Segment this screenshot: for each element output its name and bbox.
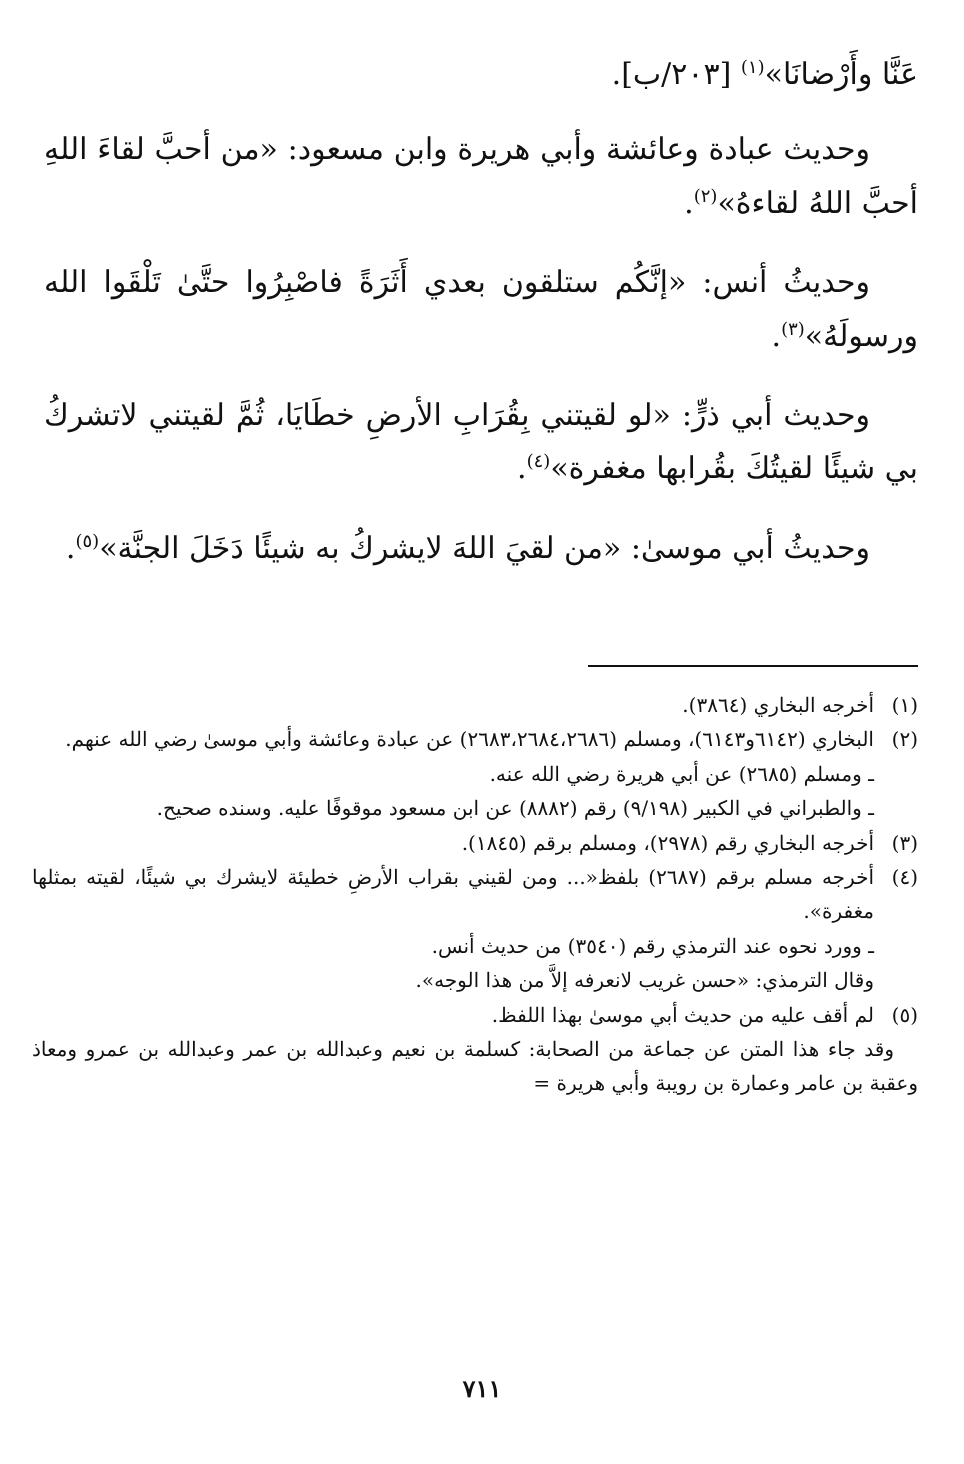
- footnote-line: ـ والطبراني في الكبير (٩/١٩٨) رقم (٨٨٨٢) عن ابن مسعود موقوفًا عليه. وسنده صحيح.: [156, 796, 874, 821]
- paragraph-text: وحديثُ أنس: «إنَّكُم ستلقون بعدي أَثَرَةً فاصْبِرُوا حتَّىٰ تَلْقَوا الله ورسولَهُ»: [44, 265, 918, 354]
- footnote-line: أخرجه البخاري رقم (٢٩٧٨)، ومسلم برقم (١٨٤٥).: [461, 830, 874, 855]
- footnote-body: [32, 722, 874, 825]
- footnote-2: [32, 722, 918, 825]
- footnote-line: ـ وورد نحوه عند الترمذي رقم (٣٥٤٠) من حديث أنس.: [431, 933, 874, 958]
- footnote-body: [32, 826, 874, 860]
- paragraph-end: .: [517, 451, 527, 487]
- paragraph-3: [44, 256, 918, 363]
- footnote-4: [32, 860, 918, 998]
- footnote-ref: (١): [740, 57, 765, 78]
- footnote-body: [32, 688, 874, 722]
- paragraph-text: وحديثُ أبي موسىٰ: «من لقيَ اللهَ لايشركُ به شيئًا دَخَلَ الجنَّة»: [99, 530, 870, 566]
- footnote-ref: (٢): [693, 185, 718, 207]
- footnote-body: [32, 998, 874, 1032]
- footnote-1: [32, 688, 918, 722]
- footnote-line: البخاري (٦١٤٢و٦١٤٣)، ومسلم (٢٦٨٣،٢٦٨٤،٢٦٨٦) عن عبادة وعائشة وأبي موسىٰ رضي الله عنهم.: [65, 727, 874, 752]
- footnote-number: (٥): [891, 1002, 918, 1027]
- footnote-number: (٣): [891, 830, 918, 855]
- footnotes: [32, 688, 918, 1101]
- page-number: ٧١١: [462, 1374, 502, 1403]
- paragraph-5: [44, 522, 918, 575]
- paragraph-text: وحديث أبي ذرٍّ: «لو لقيتني بِقُرَابِ الأرضِ خطَايَا، ثُمَّ لقيتني لاتشركُ بي شيئًا لقيتُكَ بقُرابها مغفرة»: [44, 397, 918, 487]
- paragraph-4: [44, 389, 918, 496]
- paragraph-end: .: [771, 318, 782, 354]
- footnote-line: أخرجه البخاري (٣٨٦٤).: [682, 693, 874, 717]
- paragraph-1: [44, 48, 918, 101]
- main-text: [44, 48, 918, 601]
- footnote-body: [32, 860, 874, 998]
- paragraph-text: عَنَّا وأَرْضانَا»: [764, 57, 918, 92]
- footnote-5: [32, 998, 918, 1032]
- footnote-divider: [588, 665, 918, 667]
- footnote-number: (١): [891, 693, 918, 717]
- paragraph-end: .: [684, 185, 694, 221]
- footnote-line: ـ ومسلم (٢٦٨٥) عن أبي هريرة رضي الله عنه.: [489, 761, 874, 786]
- footnote-number: (٢): [891, 727, 918, 752]
- footnote-ref: (٥): [75, 530, 100, 552]
- paragraph-text: وحديث عبادة وعائشة وأبي هريرة وابن مسعود: «من أحبَّ لقاءَ اللهِ أحبَّ اللهُ لقاءهُ»: [44, 132, 918, 221]
- footnote-ref: (٣): [781, 318, 805, 340]
- footnote-continuation: وقد جاء هذا المتن عن جماعة من الصحابة: كسلمة بن نعيم وعبدالله بن عمر وعبدالله بن عمرو ومعاذ وعقبة بن عامر وعمارة بن رويبة وأبي هريرة =: [32, 1036, 918, 1096]
- paragraph-2: [44, 123, 918, 230]
- footnote-line: أخرجه مسلم برقم (٢٦٨٧) بلفظ«... ومن لقيني بقراب الأرضِ خطيئة لايشرك بي شيئًا، لقيته بمثلها مغفرة».: [32, 864, 874, 924]
- footnote-line: وقال الترمذي: «حسن غريب لانعرفه إلاَّ من هذا الوجه».: [415, 968, 874, 993]
- footnote-3: [32, 826, 918, 860]
- footnote-ref: (٤): [526, 451, 551, 473]
- footnote-number: (٤): [891, 864, 918, 889]
- paragraph-end: .: [65, 530, 76, 566]
- folio-marker: [٢٠٣/ب].: [611, 57, 741, 92]
- footnote-line: لم أقف عليه من حديث أبي موسىٰ بهذا اللفظ.: [491, 1002, 874, 1027]
